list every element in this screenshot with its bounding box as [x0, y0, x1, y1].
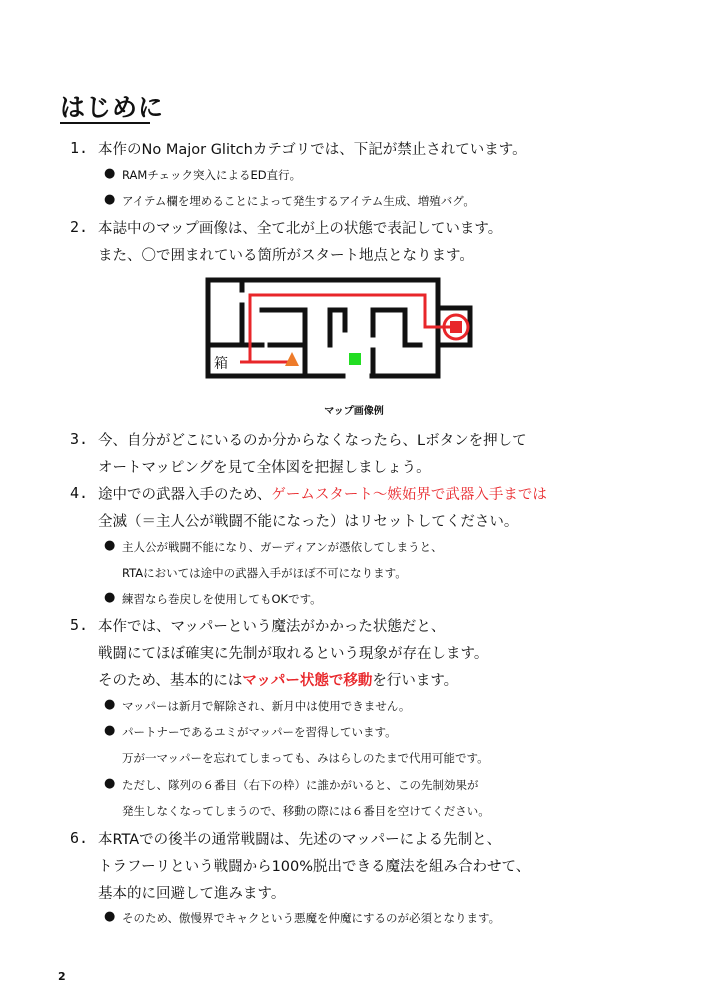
item-2-line-2: また、〇で囲まれている箇所がスタート地点となります。	[98, 248, 474, 264]
page-number: 2	[58, 970, 66, 983]
item-1-text: 本作のNo Major Glitchカテゴリでは、下記が禁止されています。	[98, 142, 527, 158]
item-5-sub-1: マッパーは新月で解除され、新月中は使用できません。	[122, 699, 411, 713]
item-5-line-2: 戦闘にてほぼ確実に先制が取れるという現象が存在します。	[98, 646, 489, 662]
item-4-highlight: ゲームスタート〜嫉妬界で武器入手までは	[271, 487, 547, 503]
item-4-sub-2: 練習なら巻戻しを使用してもOKです。	[122, 592, 322, 606]
item-2-number: 2.	[70, 218, 89, 236]
item-3-number: 3.	[70, 430, 89, 448]
item-5-sub-3: ただし、隊列の６番目（右下の枠）に誰かがいると、この先制効果が	[122, 778, 479, 792]
item-6-sub-1: そのため、傲慢界でキャクという悪魔を仲魔にするのが必須となります。	[122, 911, 501, 925]
item-6-line-2: トラフーリという戦闘から100%脱出できる魔法を組み合わせて、	[98, 859, 531, 875]
item-4-number: 4.	[70, 484, 89, 502]
item-5-sub-3-cont: 発生しなくなってしまうので、移動の際には６番目を空けてください。	[122, 804, 490, 818]
bullet-icon: ●	[104, 723, 116, 738]
item-5-sub-2: パートナーであるユミがマッパーを習得しています。	[122, 725, 397, 739]
start-square-icon	[450, 321, 462, 333]
item-5-highlight: マッパー状態で移動	[242, 673, 373, 689]
bullet-icon: ●	[104, 538, 116, 553]
green-square-icon	[349, 353, 361, 365]
item-4-line-2: 全滅（＝主人公が戦闘不能になった）はリセットしてください。	[98, 514, 519, 530]
map-caption: マップ画像例	[324, 406, 384, 417]
item-6-line-3: 基本的に回避して進みます。	[98, 886, 286, 902]
bullet-icon: ●	[104, 590, 116, 605]
bullet-icon: ●	[104, 909, 116, 924]
item-6-line-1: 本RTAでの後半の通常戦闘は、先述のマッパーによる先制と、	[98, 832, 502, 848]
item-4-sub-1: 主人公が戦闘不能になり、ガーディアンが憑依してしまうと、	[122, 540, 443, 554]
item-3-line-2: オートマッピングを見て全体図を把握しましょう。	[98, 460, 431, 476]
item-4-line-1: 途中での武器入手のため、ゲームスタート〜嫉妬界で武器入手までは	[98, 487, 547, 503]
page-title: はじめに	[60, 93, 165, 122]
item-5-sub-2-cont: 万が一マッパーを忘れてしまっても、みはらしのたまで代用可能です。	[122, 751, 489, 765]
item-5-line-1: 本作では、マッパーという魔法がかかった状態だと、	[98, 619, 446, 635]
bullet-icon: ●	[104, 192, 116, 207]
item-6-number: 6.	[70, 829, 89, 847]
bullet-icon: ●	[104, 776, 116, 791]
item-5-line-3: そのため、基本的にはマッパー状態で移動を行います。	[98, 673, 459, 689]
triangle-marker-icon	[285, 352, 299, 366]
item-4-sub-1-cont: RTAにおいては途中の武器入手がほぼ不可になります。	[122, 566, 407, 580]
item-1-number: 1.	[70, 139, 89, 157]
bullet-icon: ●	[104, 166, 116, 181]
map-figure	[0, 0, 708, 420]
bullet-icon: ●	[104, 697, 116, 712]
item-1-sub-1: RAMチェック突入によるED直行。	[122, 168, 302, 182]
item-2-line-1: 本誌中のマップ画像は、全て北が上の状態で表記しています。	[98, 221, 503, 237]
route-line	[250, 295, 452, 362]
item-3-line-1: 今、自分がどこにいるのか分からなくなったら、Lボタンを押して	[98, 433, 527, 449]
item-5-number: 5.	[70, 616, 89, 634]
item-1-sub-2: アイテム欄を埋めることによって発生するアイテム生成、増殖バグ。	[122, 194, 475, 208]
box-label: 箱	[214, 356, 228, 372]
